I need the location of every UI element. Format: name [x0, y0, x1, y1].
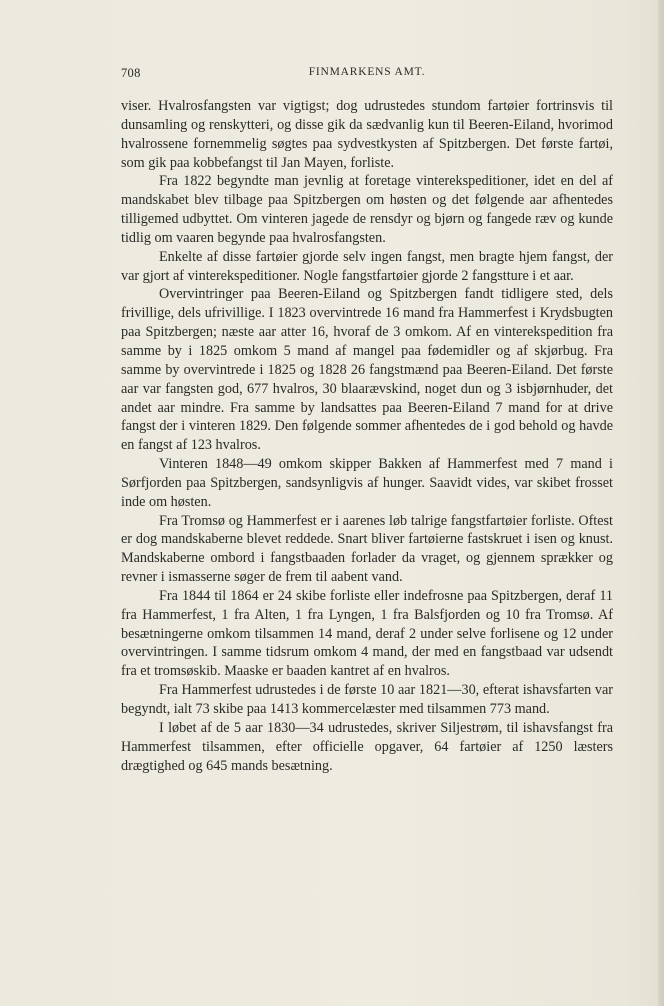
- body-text: [121, 97, 613, 775]
- paragraph: Overvintringer paa Beeren-Eiland og Spitzbergen fandt tidligere sted, dels frivillige, dels ufrivillige. I 1823 overvintrede 16 mand fra Hammerfest i Krydsbugten paa Spitzbergen; næste aar atter 16, hvoraf de 3 omkom. Af en vinterekspedition fra samme by i 1825 omkom 5 mand af mangel paa fødemidler og af skjørbug. Fra samme by overvintrede i 1825 og 1828 26 fangstmænd paa Beeren-Eiland. Det første aar var fangsten god, 677 hvalros, 30 blaarævskind, noget dun og 3 isbjørnhuder, det andet aar mindre. Fra samme by landsattes paa Beeren-Eiland 7 mand for at drive fangst der i vinteren 1829. Den følgende sommer afhentedes de i god behold og havde en fangst af 123 hvalros.: [121, 286, 613, 454]
- paragraph: Fra Tromsø og Hammerfest er i aarenes løb talrige fangstfartøier forliste. Oftest er dog mandskaberne blevet reddede. Snart bliver fartøierne fastskruet i isen og knust. Mandskaberne ombord i fangstbaaden forlader da vraget, og gjennem sprækker og revner i ismasserne søger de frem til aabent vand.: [121, 512, 613, 586]
- paragraph: Vinteren 1848—49 omkom skipper Bakken af Hammerfest med 7 mand i Sørfjorden paa Spitzbergen, sandsynligvis af hunger. Saavidt vides, var skibet frosset inde om høsten.: [121, 456, 613, 510]
- paragraph: viser. Hvalrosfangsten var vigtigst; dog udrustedes stundom fartøier fortrinsvis til dunsamling og renskytteri, og disse gik da sædvanlig kun til Beeren-Eiland, hvorimod hvalrossene fornemmelig søgtes paa sydvestkysten af Spitzbergen. Det første fartøi, som gik paa kobbefangst til Jan Mayen, forliste.: [121, 98, 613, 171]
- page-edge: [658, 0, 664, 1006]
- running-title: FINMARKENS AMT.: [308, 66, 426, 78]
- paragraph: Enkelte af disse fartøier gjorde selv ingen fangst, men bragte hjem fangst, der var gjort af vinterekspeditioner. Nogle fangstfartøier gjorde 2 fangstture i et aar.: [121, 248, 613, 284]
- paragraph: Fra 1822 begyndte man jevnlig at foretage vinterekspeditioner, idet en del af mandskabet blev tilbage paa Spitzbergen om høsten og det følgende aar afhentedes tilligemed udbyttet. Om vinteren jagede de rensdyr og bjørn og fangede ræv og kunde tidlig om vaaren begynde paa hvalrosfangsten.: [121, 173, 613, 246]
- page-number: 708: [121, 66, 141, 80]
- paragraph: Fra Hammerfest udrustedes i de første 10 aar 1821—30, efterat ishavsfarten var begyndt, ialt 73 skibe paa 1413 kommercelæster med tilsammen 773 mand.: [121, 682, 613, 717]
- paragraph: I løbet af de 5 aar 1830—34 udrustedes, skriver Siljestrøm, til ishavsfangst fra Hammerfest tilsammen, efter officielle opgaver, 64 fartøier af 1250 læsters drægtighed og 645 mands besætning.: [121, 719, 613, 774]
- page-header: [121, 66, 613, 82]
- paragraph: Fra 1844 til 1864 er 24 skibe forliste eller indefrosne paa Spitzbergen, deraf 11 fra Hammerfest, 1 fra Alten, 1 fra Lyngen, 1 fra Balsfjorden og 10 fra Tromsø. Af besætningerne omkom tilsammen 14 mand, deraf 2 under selve forlisene og 12 under overvintringen. I samme tidsrum omkom 4 mand, der med en fangstbaad var udsendt fra et tromsøskib. Maaske er baaden kantret af en hvalros.: [121, 587, 613, 680]
